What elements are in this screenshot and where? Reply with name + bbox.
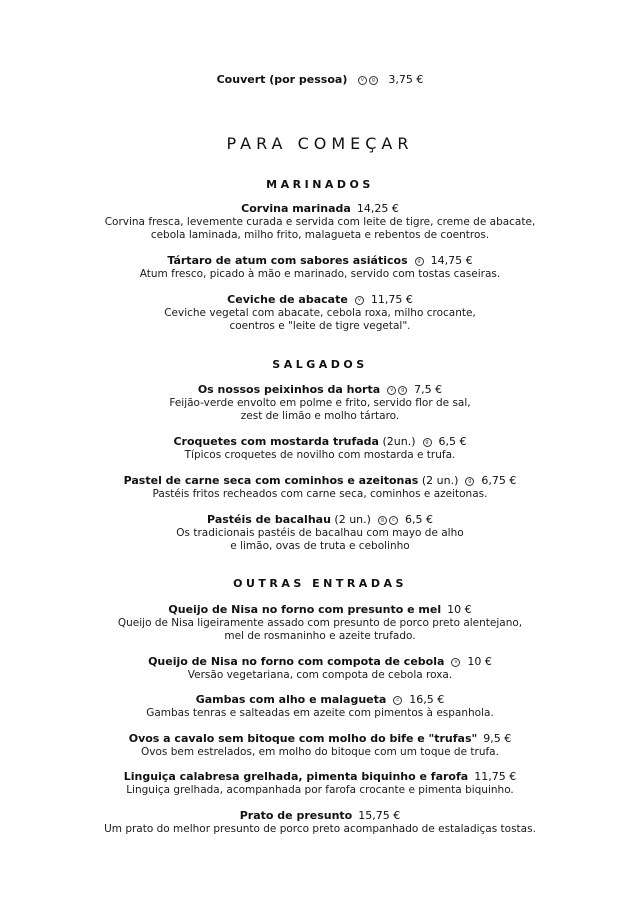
item-description: mel de rosmaninho e azeite trufado. xyxy=(224,630,416,642)
vegetarian-icon: v xyxy=(355,296,364,305)
menu-item xyxy=(0,655,640,682)
item-description: e limão, ovas de truta e cebolinho xyxy=(230,540,410,552)
item-description: coentros e "leite de tigre vegetal". xyxy=(229,320,411,332)
gluten-icon: g xyxy=(369,76,378,85)
item-description: cebola laminada, milho frito, malagueta e rebentos de coentros. xyxy=(150,229,490,241)
item-price: 9,5 € xyxy=(483,732,512,745)
menu-item xyxy=(0,732,640,759)
gluten-icon: g xyxy=(415,257,424,266)
item-price: 10 € xyxy=(467,655,492,668)
gluten-icon: g xyxy=(398,386,407,395)
item-quantity: (2un.) xyxy=(382,435,416,448)
item-name: Ovos a cavalo sem bitoque com molho do bife e "trufas" xyxy=(128,732,478,745)
item-price: 6,75 € xyxy=(481,474,517,487)
menu-item xyxy=(0,435,640,462)
item-name: Pastéis de bacalhau xyxy=(207,513,331,526)
item-name: Corvina marinada xyxy=(241,202,351,215)
item-quantity: (2 un.) xyxy=(421,474,459,487)
item-quantity: (2 un.) xyxy=(334,513,371,526)
item-description: Típicos croquetes de novilho com mostarda e trufa. xyxy=(184,449,456,461)
item-price: 14,75 € xyxy=(430,254,473,267)
menu-item xyxy=(0,202,640,242)
shellfish-icon: c xyxy=(389,516,398,525)
item-description: Queijo de Nisa ligeiramente assado com presunto de porco preto alentejano, xyxy=(117,617,523,629)
item-name: Gambas com alho e malagueta xyxy=(195,693,387,706)
item-description: zest de limão e molho tártaro. xyxy=(240,410,400,422)
couvert-label: Couvert (por pessoa) xyxy=(216,73,348,86)
item-name: Queijo de Nisa no forno com presunto e mel xyxy=(168,603,442,616)
item-name: Pastel de carne seca com cominhos e azeitonas xyxy=(123,474,419,487)
subsection-title-salgados: SALGADOS xyxy=(272,358,368,371)
menu-item xyxy=(0,603,640,643)
item-price: 7,5 € xyxy=(414,383,443,396)
gluten-icon: g xyxy=(465,477,474,486)
menu-item xyxy=(0,809,640,836)
couvert-line xyxy=(0,73,640,87)
menu-item xyxy=(0,770,640,797)
subsection-title-marinados: MARINADOS xyxy=(266,178,374,191)
menu-item xyxy=(0,474,640,501)
item-price: 11,75 € xyxy=(370,293,413,306)
item-description: Um prato do melhor presunto de porco preto acompanhado de estaladiças tostas. xyxy=(104,823,536,835)
vegetarian-icon: v xyxy=(358,76,367,85)
subsection-title-outras-entradas: OUTRAS ENTRADAS xyxy=(233,577,407,590)
item-description: Gambas tenras e salteadas em azeite com pimentos à espanhola. xyxy=(146,707,494,719)
item-price: 6,5 € xyxy=(404,513,433,526)
item-name: Queijo de Nisa no forno com compota de cebola xyxy=(148,655,445,668)
shellfish-icon: c xyxy=(393,696,402,705)
item-price: 6,5 € xyxy=(438,435,467,448)
item-price: 11,75 € xyxy=(474,770,517,783)
item-name: Os nossos peixinhos da horta xyxy=(197,383,381,396)
gluten-icon: g xyxy=(378,516,387,525)
item-description: Ceviche vegetal com abacate, cebola roxa, milho crocante, xyxy=(164,307,476,319)
item-description: Ovos bem estrelados, em molho do bitoque com um toque de trufa. xyxy=(141,746,499,758)
vegetarian-icon: v xyxy=(451,658,460,667)
item-price: 16,5 € xyxy=(409,693,445,706)
item-description: Feijão-verde envolto em polme e frito, servido flor de sal, xyxy=(169,397,471,409)
item-description: Os tradicionais pastéis de bacalhau com mayo de alho xyxy=(176,527,464,539)
item-description: Linguiça grelhada, acompanhada por farofa crocante e pimenta biquinho. xyxy=(126,784,514,796)
menu-item xyxy=(0,383,640,423)
item-description: Corvina fresca, levemente curada e servida com leite de tigre, creme de abacate, xyxy=(104,216,536,228)
item-price: 10 € xyxy=(447,603,472,616)
item-description: Atum fresco, picado à mão e marinado, servido com tostas caseiras. xyxy=(139,268,501,280)
item-name: Tártaro de atum com sabores asiáticos xyxy=(167,254,408,267)
item-name: Croquetes com mostarda trufada xyxy=(173,435,379,448)
vegetarian-icon: v xyxy=(387,386,396,395)
menu-item xyxy=(0,254,640,281)
couvert-icons xyxy=(357,74,379,87)
item-name: Prato de presunto xyxy=(239,809,353,822)
menu-item xyxy=(0,513,640,553)
item-description: Pastéis fritos recheados com carne seca, cominhos e azeitonas. xyxy=(152,488,488,500)
gluten-icon: g xyxy=(423,438,432,447)
item-description: Versão vegetariana, com compota de cebola roxa. xyxy=(187,669,453,681)
couvert-price: 3,75 € xyxy=(388,73,424,86)
item-price: 15,75 € xyxy=(358,809,401,822)
item-name: Linguiça calabresa grelhada, pimenta biquinho e farofa xyxy=(123,770,469,783)
section-title: PARA COMEÇAR xyxy=(226,134,414,153)
menu-item xyxy=(0,693,640,720)
item-name: Ceviche de abacate xyxy=(227,293,348,306)
item-price: 14,25 € xyxy=(356,202,399,215)
menu-item xyxy=(0,293,640,333)
